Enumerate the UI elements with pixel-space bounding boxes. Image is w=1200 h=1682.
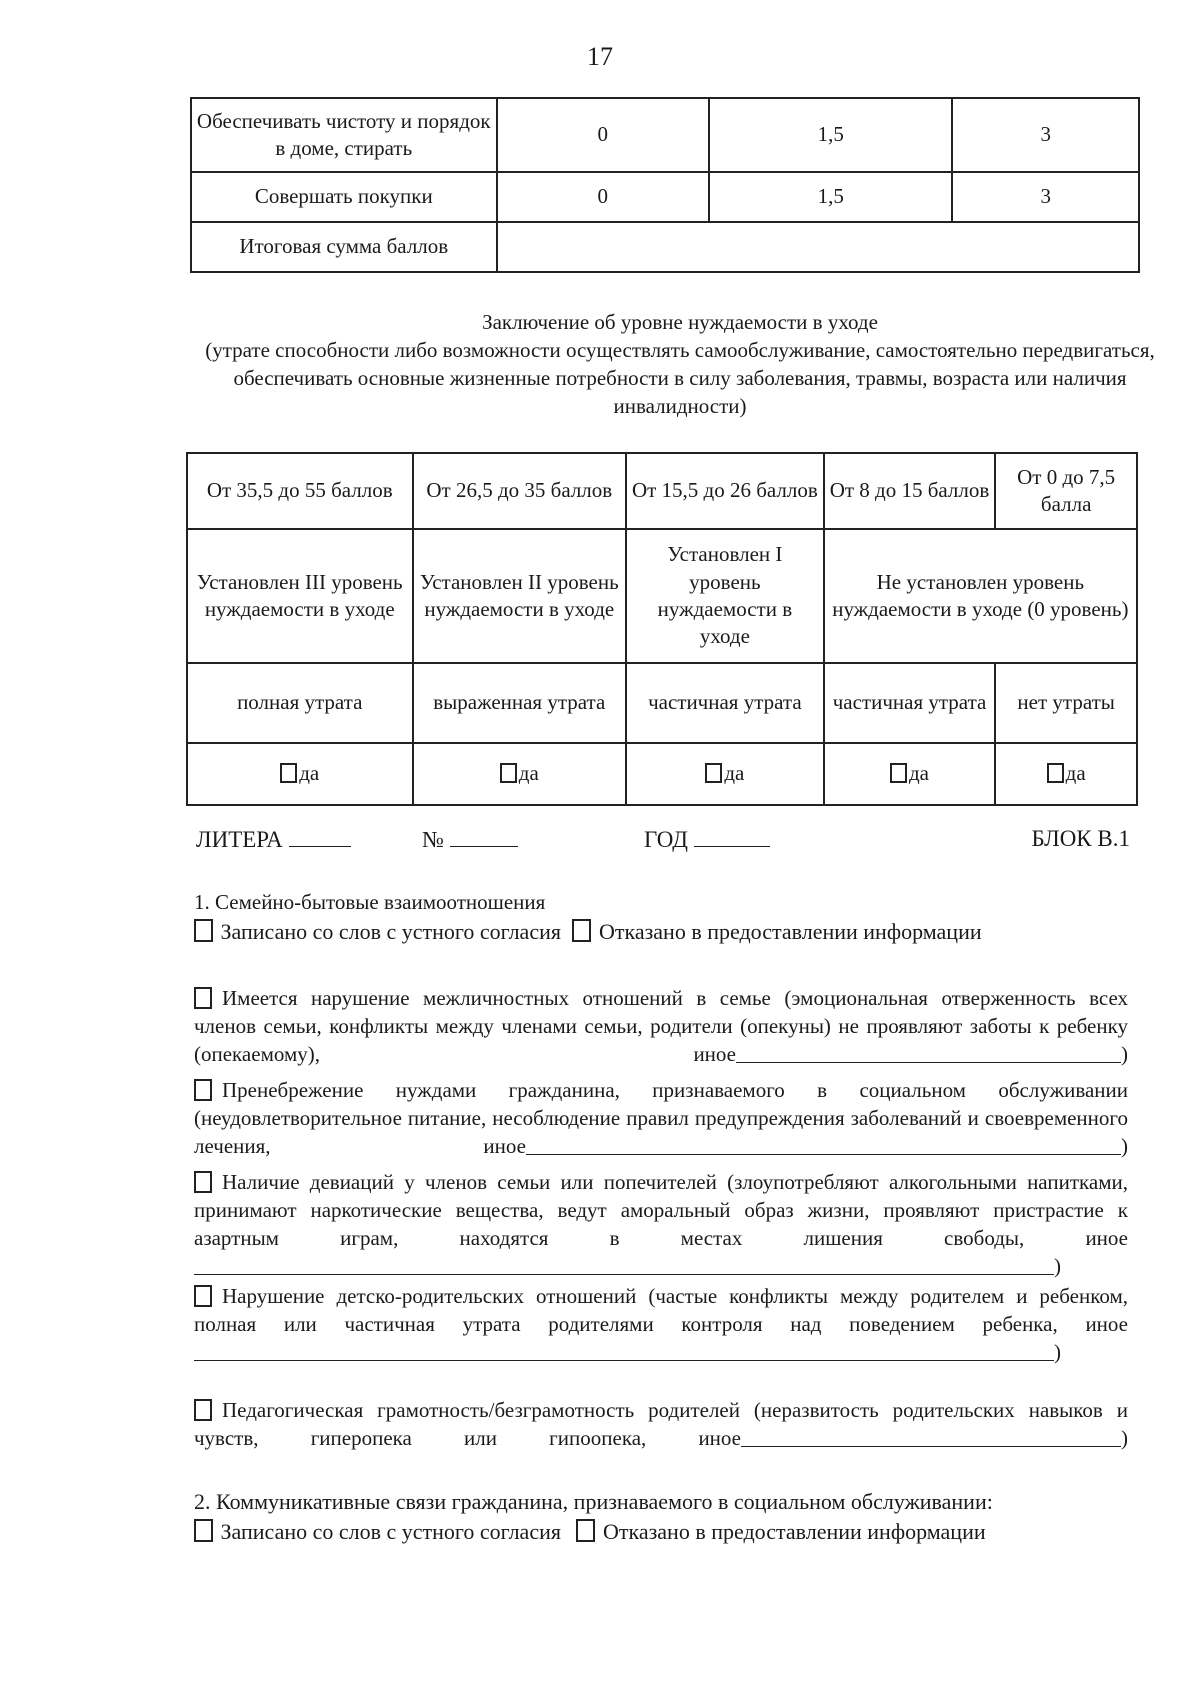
block-label: БЛОК В.1 (1031, 826, 1130, 851)
item1-checkbox[interactable] (194, 987, 212, 1009)
check-label: да (724, 761, 745, 786)
score-cell: 3 (952, 98, 1139, 172)
item1-close: ) (1121, 1042, 1128, 1066)
range-cell: От 15,5 до 26 баллов (626, 453, 824, 529)
item2-close: ) (1121, 1134, 1128, 1158)
item4-other-field[interactable] (194, 1340, 1054, 1361)
status-cell: Установлен II уровень нуждаемости в уходе (413, 529, 627, 663)
form-meta-row (196, 826, 1130, 856)
section1-recorded-label: Записано со слов с устного согласия (220, 919, 561, 944)
section1-refused-checkbox[interactable] (572, 919, 591, 942)
checkbox-level-2[interactable] (500, 763, 517, 783)
range-cell: От 26,5 до 35 баллов (413, 453, 627, 529)
item2-text: Пренебрежение нуждами гражданина, признаваемого в социальном обслуживании (неудовлетворительное питание, несоблюдение правил предупреждения заболеваний и своевременного лечения, иное (194, 1078, 1128, 1158)
section2-title: 2. Коммуникативные связи гражданина, признаваемого в социальном обслуживании: (194, 1489, 993, 1514)
checkbox-level-0-partial[interactable] (890, 763, 907, 783)
section1-refused-label: Отказано в предоставлении информации (598, 919, 982, 944)
page-number: 17 (587, 42, 613, 71)
year-field[interactable] (694, 826, 770, 847)
section2-recorded-label: Записано со слов с устного согласия (220, 1519, 561, 1544)
table-row (187, 743, 1137, 805)
item4-checkbox[interactable] (194, 1285, 212, 1307)
item2-checkbox[interactable] (194, 1079, 212, 1101)
item3-other-field[interactable] (194, 1254, 1054, 1275)
section1-item-5 (194, 1396, 1128, 1452)
checkbox-level-0-none[interactable] (1047, 763, 1064, 783)
conclusion-heading (190, 308, 1170, 420)
section1-item-2 (194, 1076, 1128, 1160)
checkbox-level-1[interactable] (705, 763, 722, 783)
section1-item-3 (194, 1168, 1128, 1280)
check-cell[interactable] (995, 743, 1137, 805)
year-group (644, 826, 770, 853)
table-row (191, 172, 1139, 222)
item4-text: Нарушение детско-родительских отношений (частые конфликты между родителем и ребенком, полная или частичная утрата родителями контроля над поведением ребенка, иное (194, 1284, 1128, 1336)
range-cell: От 0 до 7,5 балла (995, 453, 1137, 529)
item5-text: Педагогическая грамотность/безграмотность родителей (неразвитость родительских навыков и чувств, гиперопека или гипоопека, иное (194, 1398, 1128, 1450)
number-group (422, 826, 518, 853)
conclusion-subtitle: (утрате способности либо возможности осуществлять самообслуживание, самостоятельно передвигаться, обеспечивать основные жизненные потребности в силу заболевания, травмы, возраста или наличия инвалидности) (205, 338, 1155, 418)
check-label: да (1065, 761, 1086, 786)
score-cell: 0 (497, 98, 709, 172)
section1-title: 1. Семейно-бытовые взаимоотношения (194, 890, 546, 914)
item5-close: ) (1121, 1426, 1128, 1450)
check-label: да (518, 761, 539, 786)
score-cell: 1,5 (709, 172, 952, 222)
section2-refused-checkbox[interactable] (576, 1519, 595, 1542)
item4-close: ) (1054, 1340, 1061, 1364)
section1-recorded-checkbox[interactable] (194, 919, 213, 942)
checkbox-level-3[interactable] (280, 763, 297, 783)
item3-text: Наличие девиаций у членов семьи или попечителей (злоупотребляют алкогольными напитками, принимают наркотические вещества, ведут аморальный образ жизни, проявляют пристрастие к азартным играм, находятся в местах лишения свободы, иное (194, 1170, 1128, 1250)
total-label: Итоговая сумма баллов (191, 222, 497, 272)
item3-checkbox[interactable] (194, 1171, 212, 1193)
item2-other-field[interactable] (526, 1134, 1121, 1155)
activity-label: Обеспечивать чистоту и порядок в доме, стирать (191, 98, 497, 172)
check-cell[interactable] (626, 743, 824, 805)
check-cell[interactable] (187, 743, 413, 805)
score-cell: 3 (952, 172, 1139, 222)
score-cell: 0 (497, 172, 709, 222)
litera-group (196, 826, 351, 853)
status-cell: Установлен I уровень нуждаемости в уходе (626, 529, 824, 663)
item5-checkbox[interactable] (194, 1399, 212, 1421)
table-row (187, 663, 1137, 743)
status-cell: Не установлен уровень нуждаемости в уходе (0 уровень) (824, 529, 1137, 663)
check-cell[interactable] (413, 743, 627, 805)
range-cell: От 8 до 15 баллов (824, 453, 996, 529)
loss-cell: частичная утрата (626, 663, 824, 743)
number-field[interactable] (450, 826, 518, 847)
score-table (190, 97, 1140, 273)
check-cell[interactable] (824, 743, 996, 805)
check-label: да (299, 761, 320, 786)
range-cell: От 35,5 до 55 баллов (187, 453, 413, 529)
table-row (191, 98, 1139, 172)
section2-refused-label: Отказано в предоставлении информации (602, 1519, 986, 1544)
item1-text: Имеется нарушение межличностных отношений в семье (эмоциональная отверженность всех членов семьи, конфликты между членами семьи, родители (опекуны) не проявляют заботы к ребенку (опекаемому), иное (194, 986, 1128, 1066)
table-row (187, 453, 1137, 529)
section2-recorded-checkbox[interactable] (194, 1519, 213, 1542)
litera-label: ЛИТЕРА (196, 827, 283, 852)
conclusion-title: Заключение об уровне нуждаемости в уходе (482, 310, 878, 334)
section1-options (194, 918, 1128, 946)
section2-options (194, 1518, 1128, 1546)
status-cell: Установлен III уровень нуждаемости в уходе (187, 529, 413, 663)
loss-cell: выраженная утрата (413, 663, 627, 743)
table-row (187, 529, 1137, 663)
table-row (191, 222, 1139, 272)
total-value-field[interactable] (497, 222, 1139, 272)
care-levels-table (186, 452, 1138, 806)
litera-field[interactable] (289, 826, 351, 847)
year-label: ГОД (644, 827, 688, 852)
loss-cell: полная утрата (187, 663, 413, 743)
item5-other-field[interactable] (741, 1426, 1121, 1447)
section1-item-4 (194, 1282, 1128, 1366)
item1-other-field[interactable] (736, 1042, 1121, 1063)
loss-cell: частичная утрата (824, 663, 996, 743)
activity-label: Совершать покупки (191, 172, 497, 222)
score-cell: 1,5 (709, 98, 952, 172)
number-label: № (422, 827, 444, 852)
loss-cell: нет утраты (995, 663, 1137, 743)
section1-item-1 (194, 984, 1128, 1068)
check-label: да (909, 761, 930, 786)
item3-close: ) (1054, 1254, 1061, 1278)
